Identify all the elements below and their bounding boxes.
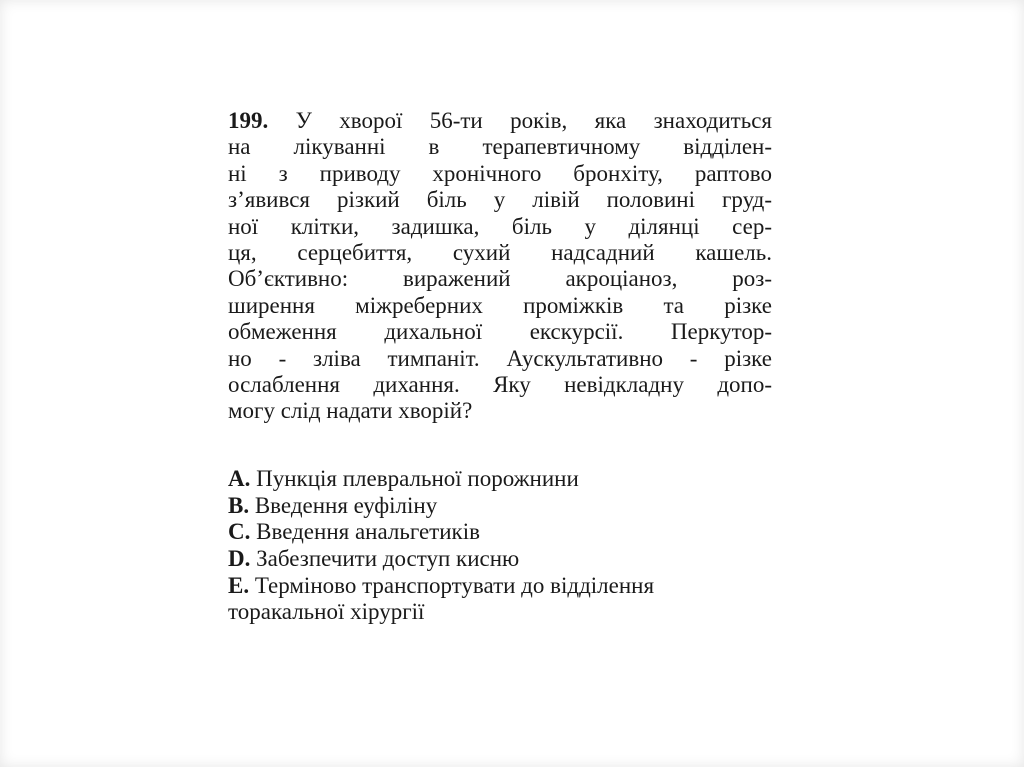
answer-letter: D. bbox=[228, 546, 251, 572]
answer-text: Терміново транспортувати до відділення bbox=[249, 572, 655, 598]
answer-letter: A. bbox=[228, 466, 251, 491]
question-line: обмеження дихальної екскурсії. Перкутор- bbox=[228, 319, 772, 345]
answer-text: Забезпечити доступ кисню bbox=[250, 546, 520, 572]
answer-text: Введення еуфіліну bbox=[249, 492, 438, 518]
question-number: 199. bbox=[228, 108, 269, 133]
question-line: ця, серцебиття, сухий надсадний кашель. bbox=[228, 239, 772, 265]
answer-option-e bbox=[228, 573, 788, 600]
answer-text: Введення анальгетиків bbox=[250, 519, 480, 545]
answer-option-c bbox=[228, 519, 788, 546]
question-line bbox=[228, 108, 772, 134]
answer-letter: E. bbox=[228, 572, 250, 598]
answer-letter: B. bbox=[228, 492, 250, 518]
question-line: ширення міжреберних проміжків та різке bbox=[228, 292, 772, 318]
answer-options bbox=[228, 466, 788, 626]
question-line: Об’єктивно: виражений акроціаноз, роз- bbox=[228, 266, 772, 292]
question-line-text: У хворої 56-ти років, яка знаходиться bbox=[295, 108, 772, 133]
answer-option-e-continuation bbox=[228, 599, 788, 626]
question-line: могу слід надати хворій? bbox=[228, 398, 473, 424]
question-text bbox=[228, 108, 772, 425]
answer-option-d bbox=[228, 546, 788, 573]
answer-letter: C. bbox=[228, 519, 251, 545]
question-line: ослаблення дихання. Яку невідкладну допо- bbox=[228, 371, 772, 397]
question-line: ної клітки, задишка, біль у ділянці сер- bbox=[228, 213, 772, 239]
question-line: на лікуванні в терапевтичному відділен- bbox=[228, 134, 772, 160]
answer-option-b bbox=[228, 493, 788, 520]
answer-option-a bbox=[228, 466, 788, 493]
answer-text: торакальної хірургії bbox=[228, 599, 425, 625]
question-line: но - зліва тимпаніт. Аускультативно - різке bbox=[228, 345, 772, 371]
question-line: ні з приводу хронічного бронхіту, раптово bbox=[228, 160, 772, 186]
question-line: з’явився різкий біль у лівій половині груд- bbox=[228, 187, 772, 213]
answer-text: Пункція плевральної порожнини bbox=[250, 466, 579, 491]
